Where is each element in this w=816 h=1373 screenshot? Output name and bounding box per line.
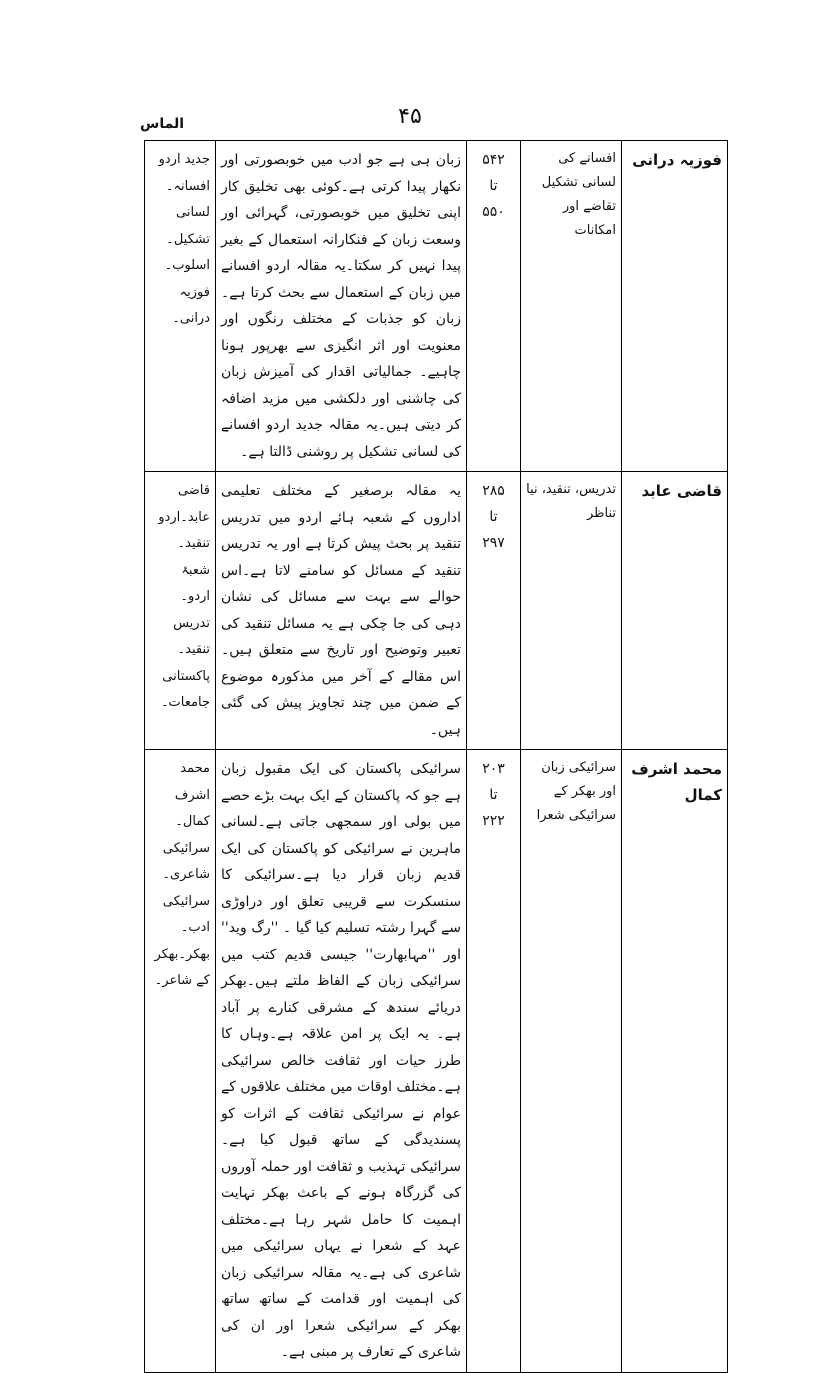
title-cell: افسانے کی لسانی تشکیل تقاضے اور امکانات bbox=[521, 141, 622, 472]
page-to: تا bbox=[489, 787, 498, 803]
pages-cell bbox=[467, 472, 521, 750]
summary-cell: یہ مقالہ برصغیر کے مختلف تعلیمی اداروں کے شعبہ ہائے اردو میں تدریس تنقید پر بحث پیش کرتا ہے اور یہ تدریس تنقید کے مسائل کو سامنے لاتا ہے۔اس حوالے سے بہت سے مسائل کی نشان دہی کی جا چکی ہے یہ مسائل تنقید کی تعبیر وتوضیح اور تاریخ سے متعلق ہیں۔ اس مقالے کے آخر میں مذکورہ موضوع کے ضمن میں چند تجاویز پیش کی گئی ہیں۔ bbox=[216, 472, 467, 750]
author-cell: فوزیہ درانی bbox=[622, 141, 728, 472]
page-start: ۵۴۲ bbox=[482, 152, 505, 168]
author-cell: محمد اشرف کمال bbox=[622, 750, 728, 1373]
table-row bbox=[145, 750, 728, 1373]
page-start: ۲۸۵ bbox=[482, 483, 505, 499]
page-to: تا bbox=[489, 509, 498, 525]
article-index-table bbox=[144, 140, 728, 1373]
title-cell: سرائیکی زبان اور بھکر کے سرائیکی شعرا bbox=[521, 750, 622, 1373]
keywords-cell: قاضی عابد۔اردو تنقید۔شعبۂ اردو۔تدریس تنقید۔پاکستانی جامعات۔ bbox=[145, 472, 216, 750]
pages-cell bbox=[467, 141, 521, 472]
page-end: ۵۵۰ bbox=[482, 204, 505, 220]
pages-cell bbox=[467, 750, 521, 1373]
page-to: تا bbox=[489, 178, 498, 194]
table-row bbox=[145, 472, 728, 750]
summary-cell: سرائیکی پاکستان کی ایک مقبول زبان ہے جو کہ پاکستان کے ایک بہت بڑے حصے میں بولی اور سمجھی جاتی ہے۔لسانی ماہرین نے سرائیکی کو پاکستان کی ایک قدیم زبان قرار دیا ہے۔سرائیکی کا سنسکرت سے قریبی تعلق اور دراوڑی سے گہرا رشتہ تسلیم کیا گیا ۔ ''رگ وید'' اور ''مہابھارت'' جیسی قدیم کتب میں سرائیکی زبان کے الفاظ ملتے ہیں۔بھکر دریائے سندھ کے مشرقی کنارے پر آباد ہے۔ یہ ایک پر امن علاقہ ہے۔وہاں کا طرز حیات اور ثقافت خالص سرائیکی ہے۔مختلف اوقات میں مختلف علاقوں کے عوام نے سرائیکی ثقافت کے اثرات کو پسندیدگی کے ساتھ قبول کیا ہے۔ سرائیکی تہذیب و ثقافت اور حملہ آوروں کی گزرگاہ ہونے کے باعث بھکر نہایت اہمیت کا حامل شہر رہا ہے۔مختلف عہد کے شعرا نے یہاں سرائیکی میں شاعری کی ہے۔یہ مقالہ سرائیکی زبان کی اہمیت اور قدامت کے ساتھ ساتھ بھکر کے سرائیکی شعرا اور ان کی شاعری کے تعارف پر مبنی ہے۔ bbox=[216, 750, 467, 1373]
author-cell: قاضی عابد bbox=[622, 472, 728, 750]
page-start: ۲۰۳ bbox=[482, 761, 505, 777]
page-end: ۲۲۲ bbox=[482, 813, 505, 829]
page-number: ۴۵ bbox=[398, 104, 422, 129]
keywords-cell: محمد اشرف کمال۔ سرائیکی شاعری۔ سرائیکی ادب۔ بھکر۔بھکر کے شاعر۔ bbox=[145, 750, 216, 1373]
journal-name: الماس bbox=[140, 116, 185, 132]
keywords-cell: جدید اردو افسانہ۔لسانی تشکیل۔اسلوب۔ فوزیہ درانی۔ bbox=[145, 141, 216, 472]
summary-cell: زبان ہی ہے جو ادب میں خوبصورتی اور نکھار پیدا کرتی ہے۔کوئی بھی تخلیق کار اپنی تخلیق میں خوبصورتی، گہرائی اور وسعت زبان کے فنکارانہ استعمال کے بغیر پیدا نہیں کر سکتا۔یہ مقالہ اردو افسانے میں زبان کے استعمال سے بحث کرتا ہے۔زبان کو جذبات کے مختلف رنگوں اور معنویت اور اثر انگیزی سے بھرپور ہونا چاہیے۔ جمالیاتی اقدار کی آمیزش زبان کی چاشنی اور دلکشی میں مزید اضافہ کر دیتی ہیں۔یہ مقالہ جدید اردو افسانے کی لسانی تشکیل پر روشنی ڈالتا ہے۔ bbox=[216, 141, 467, 472]
page-end: ۲۹۷ bbox=[482, 535, 505, 551]
table-row bbox=[145, 141, 728, 472]
title-cell: تدریس، تنقید، نیا تناظر bbox=[521, 472, 622, 750]
